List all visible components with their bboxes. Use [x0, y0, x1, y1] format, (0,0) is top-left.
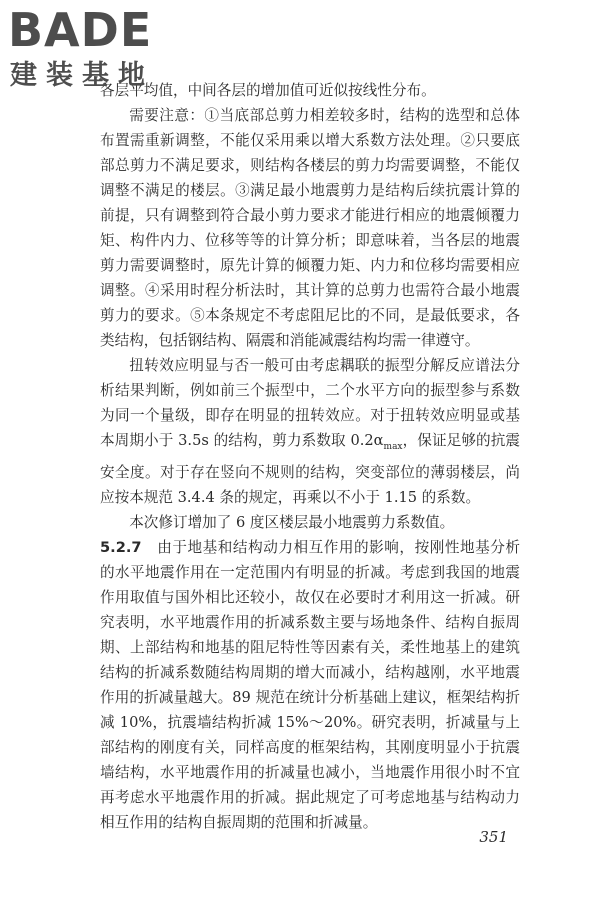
paragraph-torsion-part2: ，保证足够的抗震安全度。对于存在竖向不规则的结构，突变部位的薄弱楼层，尚应按本规范 3.4.4 条的规定，再乘以不小于 1.15 的系数。 [100, 432, 520, 506]
paragraph-torsion [100, 353, 520, 510]
logo-subtitle: 建装基地 [10, 60, 154, 91]
section-number: 5.2.7 [100, 538, 142, 556]
logo-watermark [8, 3, 176, 98]
paragraph-torsion-part1: 扭转效应明显与否一般可由考虑耦联的振型分解反应谱法分析结果判断，例如前三个振型中，二个水平方向的振型参与系数为同一个量级，即存在明显的扭转效应。对于扭转效应明显或基本周期小于 3.5s 的结构，剪力系数取 0.2α [100, 357, 520, 449]
page-body [100, 78, 520, 835]
alpha-max-subscript: max [383, 441, 403, 452]
paragraph-section-5-2-7 [100, 535, 520, 835]
paragraph-revision: 本次修订增加了 6 度区楼层最小地震剪力系数值。 [129, 513, 455, 531]
paragraph-notes: 需要注意：①当底部总剪力相差较多时，结构的选型和总体布置需重新调整，不能仅采用乘以增大系数方法处理。②只要底部总剪力不满足要求，则结构各楼层的剪力均需要调整，不能仅调整不满足的楼层。③满足最小地震剪力是结构后续抗震计算的前提，只有调整到符合最小剪力要求才能进行相应的地震倾覆力矩、构件内力、位移等等的计算分析；即意味着，当各层的地震剪力需要调整时，原先计算的倾覆力矩、内力和位移均需要相应调整。④采用时程分析法时，其计算的总剪力也需符合最小地震剪力的要求。⑤本条规定不考虑阻尼比的不同，是最低要求，各类结构，包括钢结构、隔震和消能减震结构均需一律遵守。 [100, 107, 520, 349]
page-number: 351 [479, 828, 508, 846]
logo-title: BADE [8, 3, 153, 57]
paragraph-continuation: 各层平均值，中间各层的增加值可近似按线性分布。 [100, 82, 436, 99]
section-text: 由于地基和结构动力相互作用的影响，按刚性地基分析的水平地震作用在一定范围内有明显的折减。考虑到我国的地震作用取值与国外相比还较小，故仅在必要时才利用这一折减。研究表明，水平地震作用的折减系数主要与场地条件、结构自振周期、上部结构和地基的阻尼特性等因素有关，柔性地基上的建筑结构的折减系数随结构周期的增大而减小，结构越刚，水平地震作用的折减量越大。89 规范在统计分析基础上建议，框架结构折减 10%，抗震墙结构折减 15%～20%。研究表明，折减量与上部结构的刚度有关，同样高度的框架结构，其刚度明显小于抗震墙结构，水平地震作用的折减量也减小，当地震作用很小时不宜再考虑水平地震作用的折减。据此规定了可考虑地基与结构动力相互作用的结构自振周期的范围和折减量。 [100, 538, 520, 831]
